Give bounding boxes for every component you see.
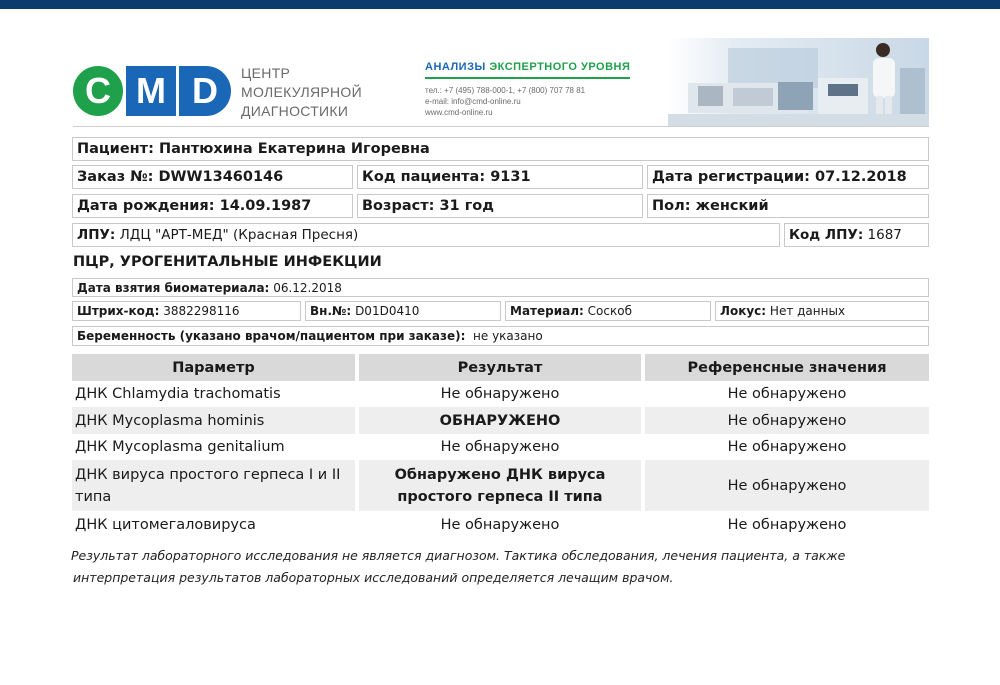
table-row-result: Обнаружено ДНК вируса простого герпеса II типа xyxy=(359,460,641,511)
top-bar xyxy=(0,0,1000,9)
registration-date-field: Дата регистрации: 07.12.2018 xyxy=(647,165,929,189)
age-field: Возраст: 31 год xyxy=(357,194,643,218)
slogan: АНАЛИЗЫ ЭКСПЕРТНОГО УРОВНЯ xyxy=(425,61,631,73)
table-row-result: ОБНАРУЖЕНО xyxy=(359,407,641,434)
patient-code-field: Код пациента: 9131 xyxy=(357,165,643,189)
logo-letter-c: C xyxy=(73,66,123,116)
table-row-result: Не обнаружено xyxy=(440,439,560,455)
column-header-parameter: Параметр xyxy=(72,354,355,381)
table-row-reference: Не обнаружено xyxy=(645,407,929,434)
table-row-param: ДНК цитомегаловируса xyxy=(75,516,256,533)
column-header-result: Результат xyxy=(359,354,641,381)
laboratory-photo xyxy=(668,38,929,126)
contact-phone: тел.: +7 (495) 788-000-1, +7 (800) 707 78 81 xyxy=(425,86,586,95)
table-row-reference: Не обнаружено xyxy=(727,439,847,455)
lpu-code-field: Код ЛПУ: 1687 xyxy=(784,223,929,247)
table-row-param: ДНК вируса простого герпеса I и II типа xyxy=(72,460,355,511)
section-title: ПЦР, УРОГЕНИТАЛЬНЫЕ ИНФЕКЦИИ xyxy=(73,254,382,270)
logo-text: ЦЕНТР МОЛЕКУЛЯРНОЙ ДИАГНОСТИКИ xyxy=(241,65,362,119)
material-field: Материал: Соскоб xyxy=(505,301,711,321)
table-row-result: Не обнаружено xyxy=(440,386,560,402)
cmd-logo xyxy=(73,66,231,116)
order-number-field: Заказ №: DWW13460146 xyxy=(72,165,353,189)
locus-field: Локус: Нет данных xyxy=(715,301,929,321)
table-row-result: Не обнаружено xyxy=(440,516,560,533)
table-row-reference: Не обнаружено xyxy=(727,386,847,402)
patient-name-field: Пациент: Пантюхина Екатерина Игоревна xyxy=(72,137,929,161)
lpu-field: ЛПУ: ЛДЦ "АРТ-МЕД" (Красная Пресня) xyxy=(72,223,780,247)
disclaimer-note: Результат лабораторного исследования не является диагнозом. Тактика обследования, лечения пациента, а также интерпретация результатов лабораторных исследований определяется лечащим врачом. xyxy=(71,548,846,585)
sex-field: Пол: женский xyxy=(647,194,929,218)
table-row-param: ДНК Mycoplasma genitalium xyxy=(75,439,285,455)
header-divider xyxy=(73,126,929,127)
logo-letter-m: M xyxy=(126,66,176,116)
pregnancy-field: Беременность (указано врачом/пациентом при заказе): не указано xyxy=(72,326,929,346)
contact-website: www.cmd-online.ru xyxy=(425,108,493,117)
table-row-param: ДНК Mycoplasma hominis xyxy=(72,407,355,434)
contacts xyxy=(425,85,585,118)
sample-date-field: Дата взятия биоматериала: 06.12.2018 xyxy=(72,278,929,297)
column-header-reference: Референсные значения xyxy=(645,354,929,381)
table-row-param: ДНК Chlamydia trachomatis xyxy=(75,386,281,402)
barcode-field: Штрих-код: 3882298116 xyxy=(72,301,301,321)
internal-number-field: Вн.№: D01D0410 xyxy=(305,301,501,321)
table-row-reference: Не обнаружено xyxy=(645,460,929,511)
slogan-underline xyxy=(425,77,630,79)
birth-date-field: Дата рождения: 14.09.1987 xyxy=(72,194,353,218)
logo-letter-d: D xyxy=(179,66,231,116)
table-row-reference: Не обнаружено xyxy=(727,516,847,533)
contact-email: e-mail: info@cmd-online.ru xyxy=(425,97,521,106)
